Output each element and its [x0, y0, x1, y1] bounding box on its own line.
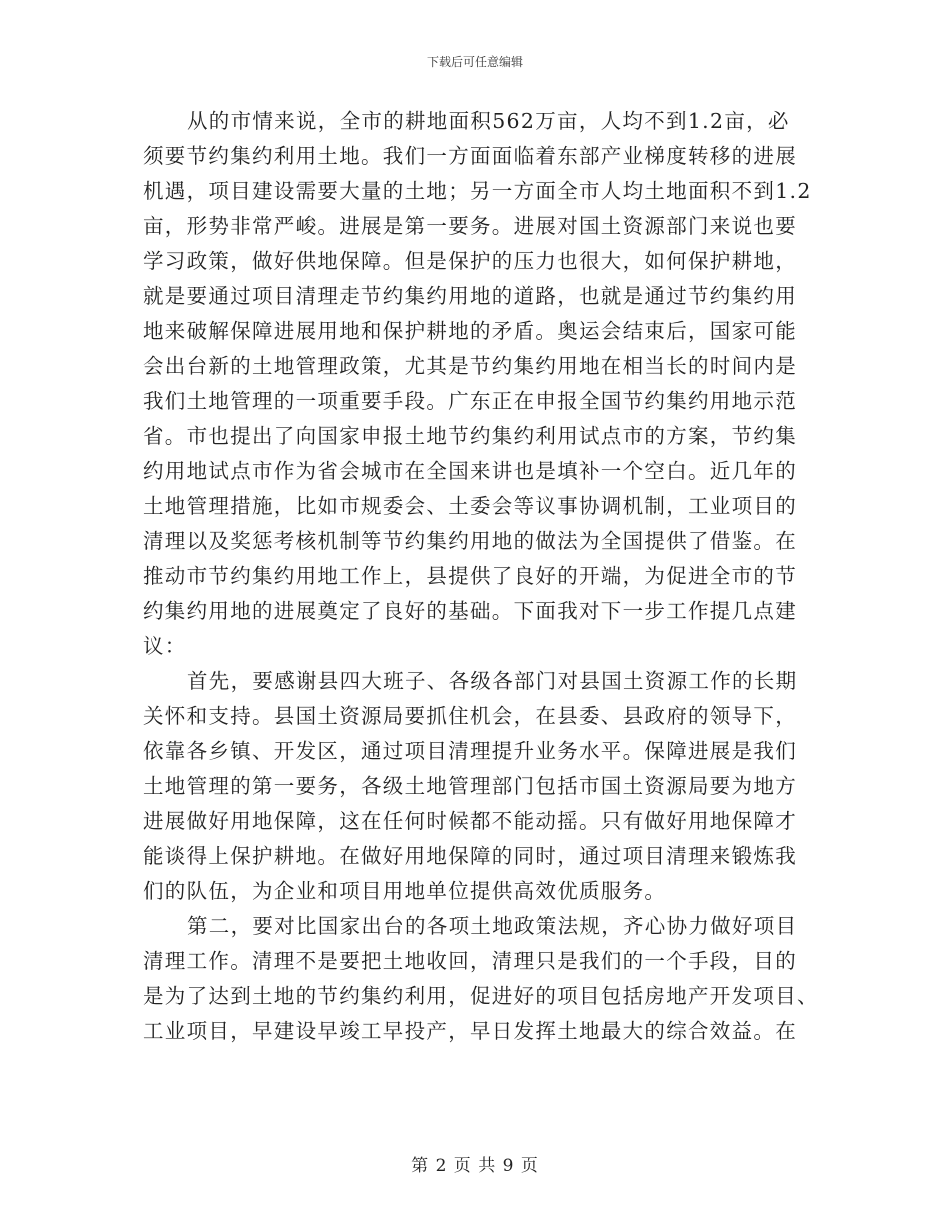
text-line: 推动市节约集约用地工作上，县提供了良好的开端，为促进全市的节: [143, 564, 797, 588]
text-line: 们的队伍，为企业和项目用地单位提供高效优质服务。: [143, 879, 667, 903]
document-body: [143, 104, 819, 1049]
text-line: 省。市也提出了向国家申报土地节约集约利用试点市的方案，节约集: [143, 424, 797, 448]
paragraph-1: [143, 104, 813, 664]
text-line: 议：: [143, 634, 187, 658]
text-line: 能谈得上保护耕地。在做好用地保障的同时，通过项目清理来锻炼我: [143, 844, 797, 868]
text-line: 是为了达到土地的节约集约利用，促进好的项目包括房地产开发项目、: [143, 984, 819, 1008]
text-line: 从的市情来说，全市的耕地面积562万亩，人均不到1.2亩，必: [187, 109, 790, 133]
text-line: 首先，要感谢县四大班子、各级各部门对县国土资源工作的长期: [187, 669, 798, 693]
text-line: 约集约用地的进展奠定了良好的基础。下面我对下一步工作提几点建: [143, 599, 797, 623]
text-line: 就是要通过项目清理走节约集约用地的道路，也就是通过节约集约用: [143, 284, 797, 308]
text-line: 工业项目，早建设早竣工早投产，早日发挥土地最大的综合效益。在: [143, 1019, 797, 1043]
text-line: 土地管理措施，比如市规委会、土委会等议事协调机制，工业项目的: [143, 494, 797, 518]
text-line: 学习政策，做好供地保障。但是保护的压力也很大，如何保护耕地，: [143, 249, 797, 273]
text-line: 清理以及奖惩考核机制等节约集约用地的做法为全国提供了借鉴。在: [143, 529, 797, 553]
paragraph-2: [143, 664, 813, 909]
text-line: 约用地试点市作为省会城市在全国来讲也是填补一个空白。近几年的: [143, 459, 797, 483]
text-line: 地来破解保障进展用地和保护耕地的矛盾。奥运会结束后，国家可能: [143, 319, 797, 343]
page-header: 下载后可任意编辑: [426, 55, 523, 69]
text-line: 第二，要对比国家出台的各项土地政策法规，齐心协力做好项目: [187, 914, 798, 938]
text-line: 会出台新的土地管理政策，尤其是节约集约用地在相当长的时间内是: [143, 354, 797, 378]
text-line: 我们土地管理的一项重要手段。广东正在申报全国节约集约用地示范: [143, 389, 797, 413]
text-line: 清理工作。清理不是要把土地收回，清理只是我们的一个手段，目的: [143, 949, 797, 973]
text-line: 关怀和支持。县国土资源局要抓住机会，在县委、县政府的领导下，: [143, 704, 797, 728]
text-line: 依靠各乡镇、开发区，通过项目清理提升业务水平。保障进展是我们: [143, 739, 797, 763]
text-line: 亩，形势非常严峻。进展是第一要务。进展对国土资源部门来说也要: [143, 214, 797, 238]
text-line: 机遇，项目建设需要大量的土地；另一方面全市人均土地面积不到1.2: [143, 179, 812, 203]
text-line: 进展做好用地保障，这在任何时候都不能动摇。只有做好用地保障才: [143, 809, 797, 833]
page-number: 第 2 页 共 9 页: [411, 1156, 539, 1176]
text-line: 土地管理的第一要务，各级土地管理部门包括市国土资源局要为地方: [143, 774, 797, 798]
paragraph-3: [143, 909, 819, 1049]
text-line: 须要节约集约利用土地。我们一方面面临着东部产业梯度转移的进展: [143, 144, 797, 168]
